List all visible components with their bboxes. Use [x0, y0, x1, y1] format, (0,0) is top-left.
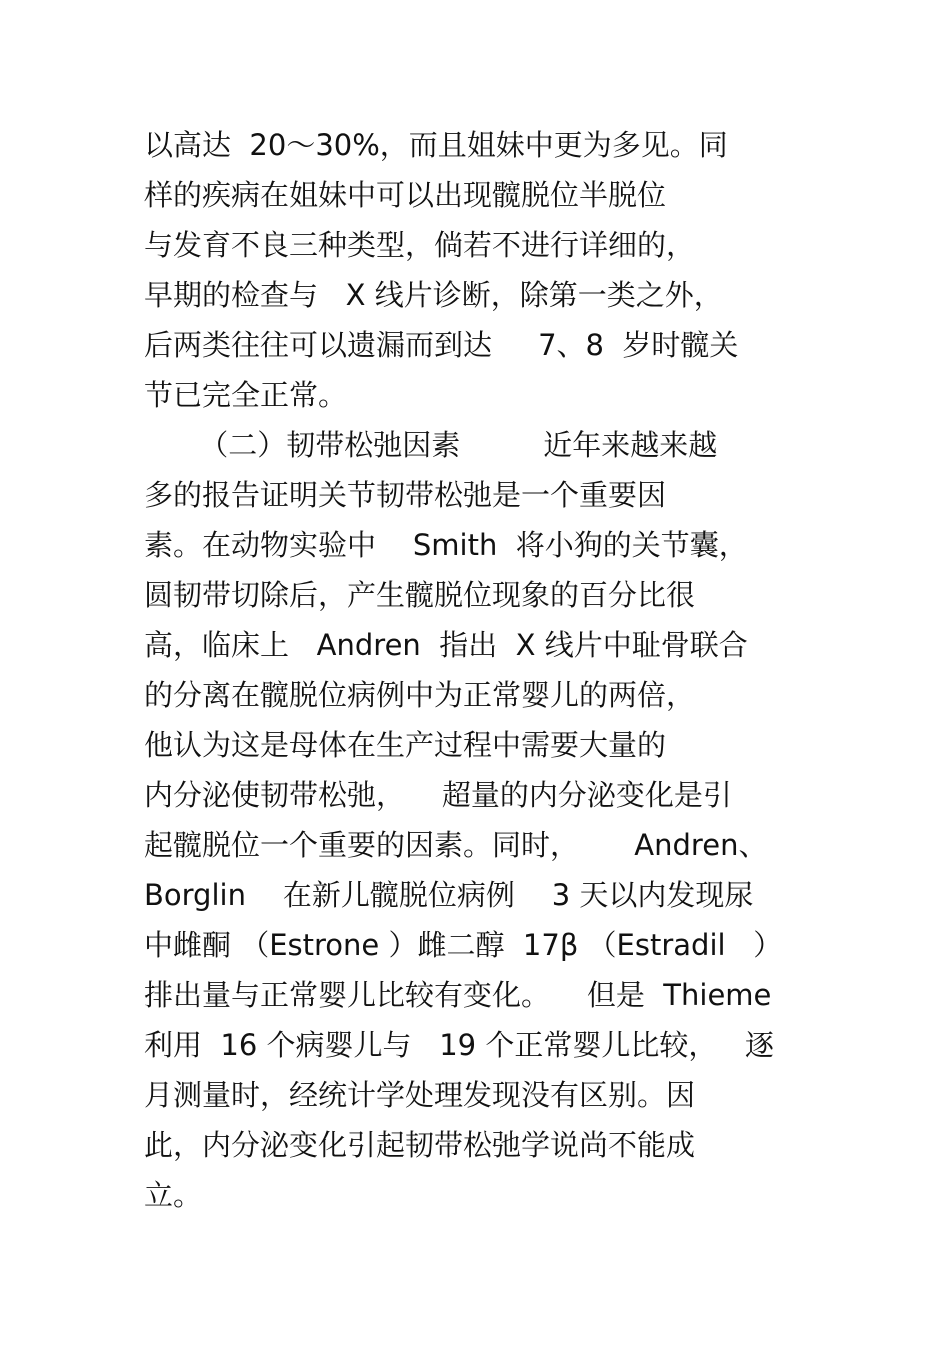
text-line: 素。在动物实验中 Smith 将小狗的关节囊，: [144, 528, 748, 562]
text-line: 与发育不良三种类型，倘若不进行详细的，: [144, 228, 696, 262]
text-line: 排出量与正常婴儿比较有变化。 但是 Thieme: [144, 978, 772, 1012]
text-line: 内分泌使韧带松弛， 超量的内分泌变化是引: [144, 778, 732, 812]
text-line: Borglin 在新儿髋脱位病例 3 天以内发现尿: [144, 878, 754, 912]
text-line: 高，临床上 Andren 指出 X 线片中耻骨联合: [144, 628, 748, 662]
text-line: 以高达 20～30%，而且姐妹中更为多见。同: [144, 128, 728, 162]
text-line: 多的报告证明关节韧带松弛是一个重要因: [144, 478, 667, 512]
text-line: 的分离在髋脱位病例中为正常婴儿的两倍，: [144, 678, 696, 712]
text-line: 中雌酮 （Estrone ）雌二醇 17β （Estradil ）: [144, 928, 783, 962]
text-line: 此，内分泌变化引起韧带松弛学说尚不能成: [144, 1128, 696, 1162]
text-line: 后两类往往可以遗漏而到达 7、8 岁时髋关: [144, 328, 739, 362]
text-line: 利用 16 个病婴儿与 19 个正常婴儿比较， 逐: [144, 1028, 774, 1062]
text-line: 圆韧带切除后，产生髋脱位现象的百分比很: [144, 578, 696, 612]
body-text: [144, 120, 844, 1220]
text-line: 节已完全正常。: [144, 378, 348, 412]
text-line: 起髋脱位一个重要的因素。同时， Andren、: [144, 828, 768, 862]
text-line: 月测量时，经统计学处理发现没有区别。因: [144, 1078, 696, 1112]
text-line: 样的疾病在姐妹中可以出现髋脱位半脱位: [144, 178, 667, 212]
text-line: 早期的检查与 X 线片诊断，除第一类之外，: [144, 278, 723, 312]
text-line: 立。: [144, 1178, 203, 1212]
section-heading-line: （二）韧带松弛因素 近年来越来越: [144, 428, 718, 462]
text-line: 他认为这是母体在生产过程中需要大量的: [144, 728, 667, 762]
